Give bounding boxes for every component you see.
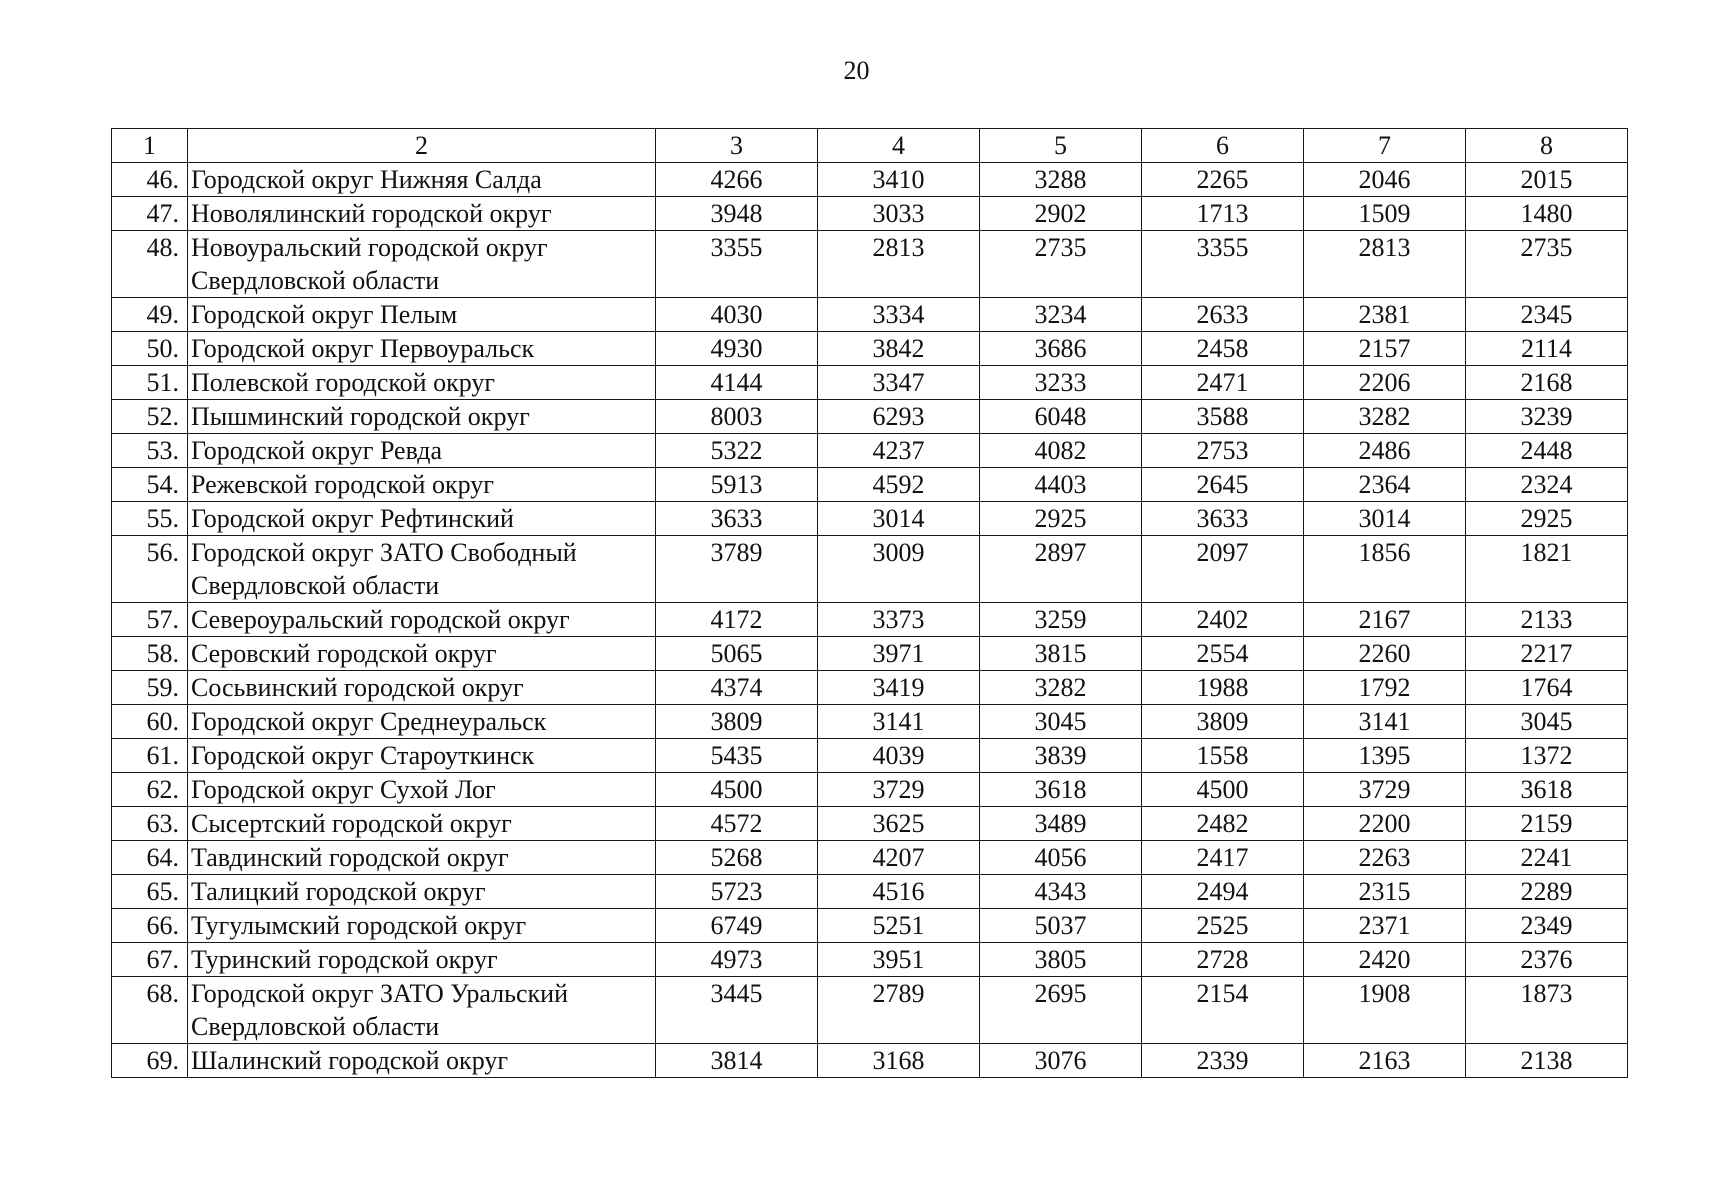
header-cell: 7 [1304,129,1466,163]
value-cell: 3334 [818,298,980,332]
value-cell: 2163 [1304,1044,1466,1078]
value-cell: 3355 [1142,231,1304,298]
value-cell: 3809 [656,705,818,739]
value-cell: 6749 [656,909,818,943]
value-cell: 1480 [1466,197,1628,231]
data-table [111,128,1628,1078]
value-cell: 2200 [1304,807,1466,841]
row-number-cell: 67. [112,943,188,977]
value-cell: 1856 [1304,536,1466,603]
table-row [112,366,1628,400]
municipality-name-cell: Сосьвинский городской округ [188,671,656,705]
value-cell: 1372 [1466,739,1628,773]
value-cell: 3971 [818,637,980,671]
value-cell: 3014 [818,502,980,536]
value-cell: 3948 [656,197,818,231]
value-cell: 3951 [818,943,980,977]
value-cell: 5435 [656,739,818,773]
value-cell: 1988 [1142,671,1304,705]
value-cell: 2789 [818,977,980,1044]
table-row [112,671,1628,705]
value-cell: 2097 [1142,536,1304,603]
value-cell: 2345 [1466,298,1628,332]
header-cell: 8 [1466,129,1628,163]
value-cell: 1395 [1304,739,1466,773]
value-cell: 5913 [656,468,818,502]
municipality-name-cell: Новоуральский городской округ Свердловской области [188,231,656,298]
row-number-cell: 68. [112,977,188,1044]
table-row [112,637,1628,671]
municipality-name-cell: Городской округ Среднеуральск [188,705,656,739]
value-cell: 2448 [1466,434,1628,468]
value-cell: 2486 [1304,434,1466,468]
value-cell: 3355 [656,231,818,298]
value-cell: 4056 [980,841,1142,875]
value-cell: 5037 [980,909,1142,943]
value-cell: 3410 [818,163,980,197]
table-row [112,603,1628,637]
row-number-cell: 50. [112,332,188,366]
value-cell: 2728 [1142,943,1304,977]
value-cell: 3373 [818,603,980,637]
value-cell: 2217 [1466,637,1628,671]
value-cell: 1873 [1466,977,1628,1044]
value-cell: 5251 [818,909,980,943]
row-number-cell: 57. [112,603,188,637]
value-cell: 1908 [1304,977,1466,1044]
value-cell: 2168 [1466,366,1628,400]
value-cell: 2633 [1142,298,1304,332]
value-cell: 2735 [1466,231,1628,298]
value-cell: 3805 [980,943,1142,977]
value-cell: 4237 [818,434,980,468]
value-cell: 4207 [818,841,980,875]
value-cell: 3141 [818,705,980,739]
value-cell: 2265 [1142,163,1304,197]
municipality-name-cell: Пышминский городской округ [188,400,656,434]
table-row [112,332,1628,366]
value-cell: 1821 [1466,536,1628,603]
municipality-name-cell: Новолялинский городской округ [188,197,656,231]
table-row [112,400,1628,434]
table-row [112,705,1628,739]
value-cell: 2813 [1304,231,1466,298]
value-cell: 2735 [980,231,1142,298]
municipality-name-cell: Режевской городской округ [188,468,656,502]
value-cell: 2138 [1466,1044,1628,1078]
value-cell: 4266 [656,163,818,197]
value-cell: 4592 [818,468,980,502]
value-cell: 2206 [1304,366,1466,400]
value-cell: 8003 [656,400,818,434]
value-cell: 4030 [656,298,818,332]
municipality-name-cell: Городской округ Староуткинск [188,739,656,773]
value-cell: 2525 [1142,909,1304,943]
value-cell: 1509 [1304,197,1466,231]
value-cell: 3633 [1142,502,1304,536]
value-cell: 2482 [1142,807,1304,841]
value-cell: 4144 [656,366,818,400]
value-cell: 6293 [818,400,980,434]
municipality-name-cell: Полевской городской округ [188,366,656,400]
value-cell: 3419 [818,671,980,705]
value-cell: 5268 [656,841,818,875]
row-number-cell: 62. [112,773,188,807]
row-number-cell: 47. [112,197,188,231]
table-row [112,231,1628,298]
table-row [112,197,1628,231]
value-cell: 3168 [818,1044,980,1078]
value-cell: 2263 [1304,841,1466,875]
municipality-name-cell: Городской округ Пелым [188,298,656,332]
value-cell: 2458 [1142,332,1304,366]
value-cell: 3588 [1142,400,1304,434]
value-cell: 2813 [818,231,980,298]
row-number-cell: 51. [112,366,188,400]
header-cell: 5 [980,129,1142,163]
value-cell: 3625 [818,807,980,841]
table-row [112,434,1628,468]
value-cell: 2324 [1466,468,1628,502]
row-number-cell: 58. [112,637,188,671]
value-cell: 2349 [1466,909,1628,943]
value-cell: 3839 [980,739,1142,773]
row-number-cell: 66. [112,909,188,943]
table-row [112,841,1628,875]
value-cell: 2381 [1304,298,1466,332]
value-cell: 2420 [1304,943,1466,977]
municipality-name-cell: Городской округ ЗАТО Уральский Свердловской области [188,977,656,1044]
row-number-cell: 59. [112,671,188,705]
municipality-name-cell: Городской округ Сухой Лог [188,773,656,807]
value-cell: 2494 [1142,875,1304,909]
value-cell: 2289 [1466,875,1628,909]
value-cell: 2157 [1304,332,1466,366]
table-row [112,977,1628,1044]
value-cell: 4572 [656,807,818,841]
row-number-cell: 55. [112,502,188,536]
table-row [112,163,1628,197]
row-number-cell: 56. [112,536,188,603]
value-cell: 2241 [1466,841,1628,875]
value-cell: 2753 [1142,434,1304,468]
value-cell: 3814 [656,1044,818,1078]
value-cell: 2315 [1304,875,1466,909]
municipality-name-cell: Городской округ ЗАТО Свободный Свердловской области [188,536,656,603]
value-cell: 2159 [1466,807,1628,841]
value-cell: 3809 [1142,705,1304,739]
municipality-name-cell: Серовский городской округ [188,637,656,671]
value-cell: 3633 [656,502,818,536]
value-cell: 6048 [980,400,1142,434]
municipality-name-cell: Городской округ Первоуральск [188,332,656,366]
header-cell: 1 [112,129,188,163]
value-cell: 2897 [980,536,1142,603]
municipality-name-cell: Городской округ Ревда [188,434,656,468]
value-cell: 4172 [656,603,818,637]
row-number-cell: 65. [112,875,188,909]
value-cell: 2015 [1466,163,1628,197]
row-number-cell: 63. [112,807,188,841]
value-cell: 3045 [980,705,1142,739]
value-cell: 1713 [1142,197,1304,231]
table-row [112,536,1628,603]
value-cell: 3282 [980,671,1142,705]
value-cell: 2695 [980,977,1142,1044]
value-cell: 3288 [980,163,1142,197]
row-number-cell: 61. [112,739,188,773]
value-cell: 4930 [656,332,818,366]
value-cell: 3618 [980,773,1142,807]
municipality-name-cell: Шалинский городской округ [188,1044,656,1078]
value-cell: 3259 [980,603,1142,637]
value-cell: 3282 [1304,400,1466,434]
value-cell: 1764 [1466,671,1628,705]
value-cell: 2417 [1142,841,1304,875]
table-row [112,943,1628,977]
value-cell: 2364 [1304,468,1466,502]
municipality-name-cell: Тавдинский городской округ [188,841,656,875]
value-cell: 5065 [656,637,818,671]
table-row [112,909,1628,943]
municipality-name-cell: Туринский городской округ [188,943,656,977]
value-cell: 2925 [1466,502,1628,536]
value-cell: 2402 [1142,603,1304,637]
table-row [112,739,1628,773]
row-number-cell: 52. [112,400,188,434]
value-cell: 5723 [656,875,818,909]
municipality-name-cell: Городской округ Нижняя Салда [188,163,656,197]
page-number: 20 [843,56,870,85]
table-row [112,773,1628,807]
header-cell: 3 [656,129,818,163]
value-cell: 3233 [980,366,1142,400]
value-cell: 2902 [980,197,1142,231]
value-cell: 3729 [818,773,980,807]
municipality-name-cell: Североуральский городской округ [188,603,656,637]
value-cell: 3014 [1304,502,1466,536]
value-cell: 4374 [656,671,818,705]
table-row [112,298,1628,332]
value-cell: 3076 [980,1044,1142,1078]
value-cell: 2154 [1142,977,1304,1044]
value-cell: 4343 [980,875,1142,909]
value-cell: 2167 [1304,603,1466,637]
value-cell: 2645 [1142,468,1304,502]
value-cell: 2339 [1142,1044,1304,1078]
value-cell: 2046 [1304,163,1466,197]
table-row [112,502,1628,536]
value-cell: 4500 [656,773,818,807]
table-row [112,468,1628,502]
value-cell: 3445 [656,977,818,1044]
table-row [112,807,1628,841]
value-cell: 3045 [1466,705,1628,739]
value-cell: 3234 [980,298,1142,332]
value-cell: 4516 [818,875,980,909]
value-cell: 2376 [1466,943,1628,977]
municipality-name-cell: Городской округ Рефтинский [188,502,656,536]
value-cell: 2133 [1466,603,1628,637]
table-row [112,1044,1628,1078]
value-cell: 5322 [656,434,818,468]
table-row [112,875,1628,909]
header-cell: 4 [818,129,980,163]
table-body [112,129,1628,1078]
value-cell: 3789 [656,536,818,603]
row-number-cell: 69. [112,1044,188,1078]
value-cell: 3239 [1466,400,1628,434]
value-cell: 3618 [1466,773,1628,807]
row-number-cell: 60. [112,705,188,739]
value-cell: 2471 [1142,366,1304,400]
value-cell: 3489 [980,807,1142,841]
value-cell: 2260 [1304,637,1466,671]
value-cell: 4403 [980,468,1142,502]
value-cell: 3729 [1304,773,1466,807]
municipality-name-cell: Тугулымский городской округ [188,909,656,943]
value-cell: 3347 [818,366,980,400]
row-number-cell: 53. [112,434,188,468]
value-cell: 2554 [1142,637,1304,671]
value-cell: 3033 [818,197,980,231]
header-cell: 6 [1142,129,1304,163]
value-cell: 1558 [1142,739,1304,773]
row-number-cell: 49. [112,298,188,332]
value-cell: 3686 [980,332,1142,366]
value-cell: 4039 [818,739,980,773]
row-number-cell: 54. [112,468,188,502]
header-cell: 2 [188,129,656,163]
row-number-cell: 64. [112,841,188,875]
municipality-name-cell: Талицкий городской округ [188,875,656,909]
value-cell: 3842 [818,332,980,366]
value-cell: 2371 [1304,909,1466,943]
value-cell: 1792 [1304,671,1466,705]
row-number-cell: 48. [112,231,188,298]
value-cell: 3815 [980,637,1142,671]
value-cell: 4500 [1142,773,1304,807]
header-row [112,129,1628,163]
value-cell: 3141 [1304,705,1466,739]
value-cell: 4973 [656,943,818,977]
value-cell: 4082 [980,434,1142,468]
row-number-cell: 46. [112,163,188,197]
municipality-name-cell: Сысертский городской округ [188,807,656,841]
value-cell: 2925 [980,502,1142,536]
value-cell: 3009 [818,536,980,603]
value-cell: 2114 [1466,332,1628,366]
